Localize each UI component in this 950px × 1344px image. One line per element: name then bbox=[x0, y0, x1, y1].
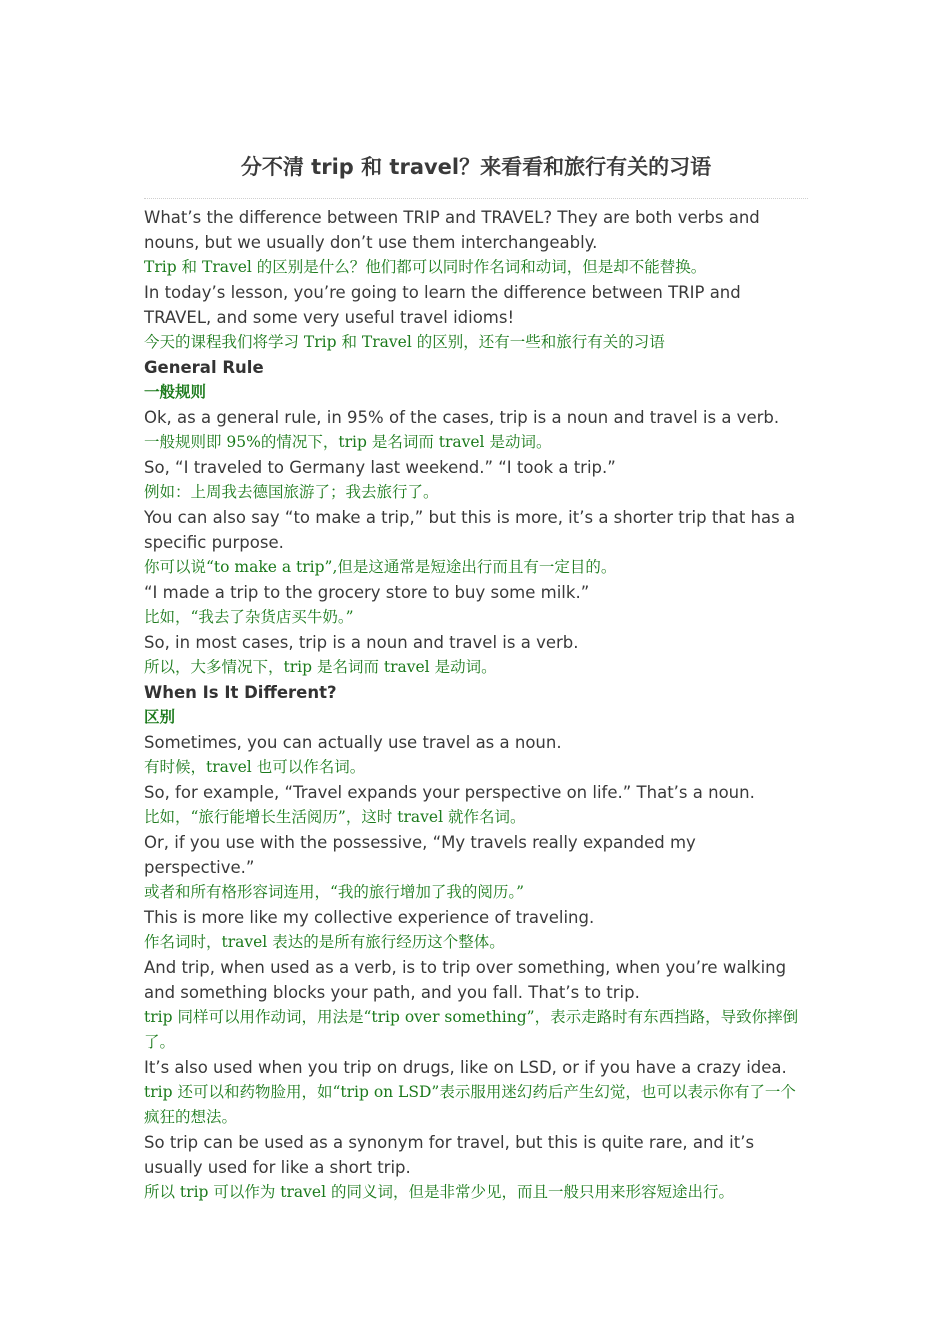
chinese-translation: trip 同样可以用作动词，用法是“trip over something”，表示走路时有东西挡路，导致你摔倒了。 bbox=[144, 1008, 799, 1051]
chinese-translation: 所以 trip 可以作为 travel 的同义词，但是非常少见，而且一般只用来形容短途出行。 bbox=[144, 1183, 734, 1201]
chinese-translation: 或者和所有格形容词连用，“我的旅行增加了我的阅历。” bbox=[144, 883, 525, 901]
section-heading: When Is It Different? bbox=[144, 683, 337, 702]
article bbox=[144, 150, 808, 1205]
english-paragraph: You can also say “to make a trip,” but this is more, it’s a shorter trip that has a specific purpose. bbox=[144, 508, 796, 552]
chinese-translation: Trip 和 Travel 的区别是什么？他们都可以同时作名词和动词，但是却不能替换。 bbox=[144, 258, 707, 276]
english-paragraph: Ok, as a general rule, in 95% of the cases, trip is a noun and travel is a verb. bbox=[144, 408, 780, 427]
english-paragraph: So, for example, “Travel expands your perspective on life.” That’s a noun. bbox=[144, 783, 755, 802]
chinese-translation: 你可以说“to make a trip”,但是这通常是短途出行而且有一定目的。 bbox=[144, 558, 617, 576]
section-heading-chinese: 区别 bbox=[144, 708, 176, 726]
chinese-translation: 所以，大多情况下，trip 是名词而 travel 是动词。 bbox=[144, 658, 497, 676]
english-paragraph: Or, if you use with the possessive, “My travels really expanded my perspective.” bbox=[144, 833, 696, 877]
chinese-translation: trip 还可以和药物脸用，如“trip on LSD”表示服用迷幻药后产生幻觉，也可以表示你有了一个疯狂的想法。 bbox=[144, 1083, 796, 1126]
english-paragraph: “I made a trip to the grocery store to buy some milk.” bbox=[144, 583, 590, 602]
chinese-translation: 一般规则即 95%的情况下，trip 是名词而 travel 是动词。 bbox=[144, 433, 552, 451]
english-paragraph: Sometimes, you can actually use travel as a noun. bbox=[144, 733, 562, 752]
chinese-translation: 作名词时，travel 表达的是所有旅行经历这个整体。 bbox=[144, 933, 505, 951]
chinese-translation: 例如：上周我去德国旅游了；我去旅行了。 bbox=[144, 483, 439, 501]
english-paragraph: And trip, when used as a verb, is to trip over something, when you’re walking and something blocks your path, and you fall. That’s to trip. bbox=[144, 958, 787, 1002]
chinese-translation: 有时候，travel 也可以作名词。 bbox=[144, 758, 366, 776]
english-paragraph: So, in most cases, trip is a noun and travel is a verb. bbox=[144, 633, 579, 652]
section-heading-chinese: 一般规则 bbox=[144, 383, 207, 401]
chinese-translation: 今天的课程我们将学习 Trip 和 Travel 的区别，还有一些和旅行有关的习语 bbox=[144, 333, 665, 351]
chinese-translation: 比如，“旅行能增长生活阅历”，这时 travel 就作名词。 bbox=[144, 808, 526, 826]
english-paragraph: In today’s lesson, you’re going to learn the difference between TRIP and TRAVEL, and some very useful travel idioms! bbox=[144, 283, 741, 327]
english-paragraph: It’s also used when you trip on drugs, like on LSD, or if you have a crazy idea. bbox=[144, 1058, 787, 1077]
english-paragraph: So trip can be used as a synonym for travel, but this is quite rare, and it’s usually used for like a short trip. bbox=[144, 1133, 755, 1177]
chinese-translation: 比如，“我去了杂货店买牛奶。” bbox=[144, 608, 354, 626]
english-paragraph: What’s the difference between TRIP and TRAVEL? They are both verbs and nouns, but we usually don’t use them interchangeably. bbox=[144, 208, 760, 252]
article-body bbox=[144, 205, 808, 1205]
section-heading: General Rule bbox=[144, 358, 264, 377]
english-paragraph: This is more like my collective experience of traveling. bbox=[144, 908, 595, 927]
english-paragraph: So, “I traveled to Germany last weekend.” “I took a trip.” bbox=[144, 458, 616, 477]
page-title: 分不清 trip 和 travel？来看看和旅行有关的习语 bbox=[144, 150, 808, 199]
